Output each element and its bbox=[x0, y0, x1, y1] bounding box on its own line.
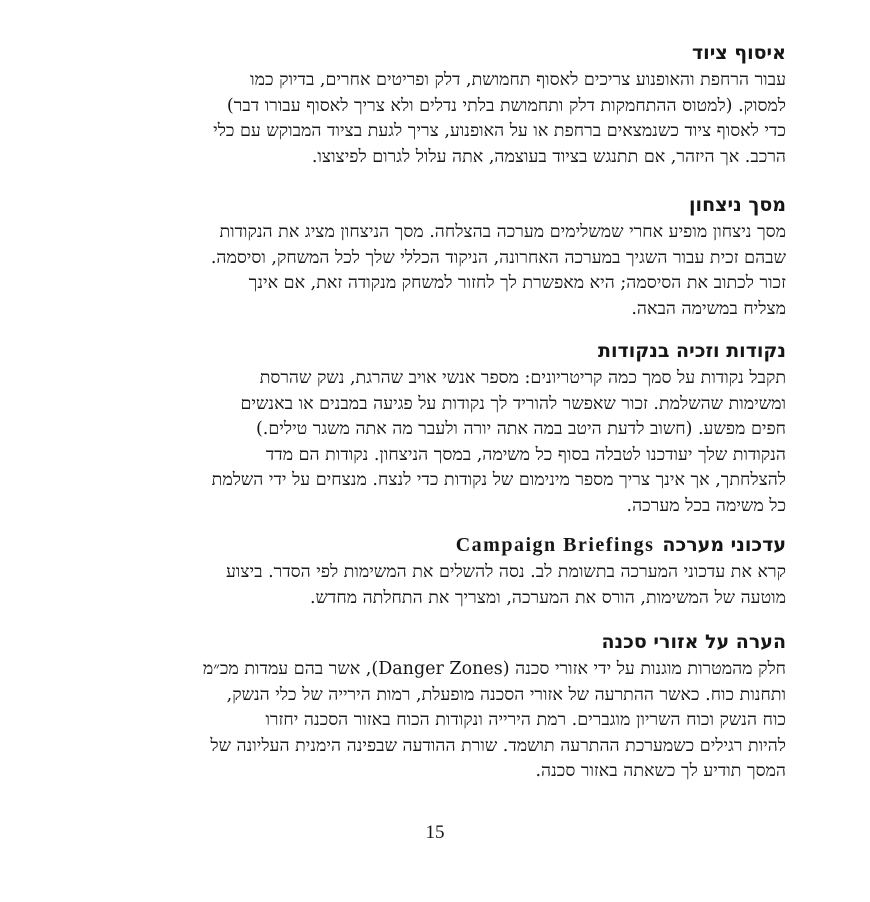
paragraph-line: מסך ניצחון מופיע אחרי שמשלימים מערכה בהצלחה. מסך הניצחון מציג את הנקודות bbox=[219, 222, 786, 242]
paragraph-line: חלק מהמטרות מוגנות על ידי אזורי סכנה (Danger Zones), אשר בהם עמדות מכ״מ bbox=[202, 659, 786, 679]
paragraph-line: כדי לאסוף ציוד כשנמצאים ברחפת או על האופנוע, צריך לגעת בציוד המבוקש עם כלי bbox=[213, 121, 786, 141]
section-victory-screen bbox=[66, 192, 786, 322]
paragraph-line: תקבל נקודות על סמך כמה קריטריונים: מספר אנשי אויב שהרגת, נשק שהרסת bbox=[259, 368, 786, 388]
section-heading-english: Campaign Briefings bbox=[455, 534, 655, 556]
section-collect-equipment bbox=[66, 40, 786, 170]
paragraph-line: ומשימות שהשלמת. זכור שאפשר להוריד לך נקודות על פגיעה במבנים או באנשים bbox=[240, 393, 786, 414]
section-points-scoring bbox=[66, 338, 786, 519]
paragraph-line: ותחנות כוח. כאשר ההתרעה של אזורי הסכנה מופעלת, רמות הירייה של כלי הנשק, bbox=[226, 684, 786, 705]
paragraph-line: להצלחתך, אך אינך צריך מספר מינימום של נקודות כדי לנצח. מנצחים על ידי השלמת bbox=[211, 470, 786, 490]
paragraph-line: זכור לכתוב את הסיסמה; היא מאפשרת לך לחזור למשחק מנקודה זאת, אם אינך bbox=[248, 273, 786, 293]
paragraph-line: מוטעה של המשימות, הורס את המערכה, ומצריך את התחלתה מחדש. bbox=[309, 587, 786, 608]
section-heading bbox=[66, 532, 786, 558]
paragraph-line: למסוק. (למטוס ההתחמקות דלק ותחמושת בלתי נדלים ולא צריך לאסוף עבורו דבר) bbox=[226, 95, 786, 116]
section-heading: מסך ניצחון bbox=[689, 194, 786, 216]
section-campaign-briefings bbox=[66, 532, 786, 611]
section-heading: איסוף ציוד bbox=[692, 42, 786, 64]
paragraph-line: מצליח במשימה הבאה. bbox=[631, 298, 786, 319]
paragraph-line: שבהם זכית עבור השגיך במערכה האחרונה, הניקוד הכללי שלך לכל המשחק, וסיסמה. bbox=[210, 247, 786, 268]
section-danger-zones-note bbox=[66, 629, 786, 785]
section-heading-hebrew: עדכוני מערכה bbox=[662, 534, 786, 556]
paragraph-line: הנקודות שלך יעודכנו לטבלה בסוף כל משימה, במסך הניצחון. נקודות הם מדד bbox=[265, 444, 786, 465]
section-heading: נקודות וזכיה בנקודות bbox=[598, 340, 786, 362]
paragraph-line: כוח הנשק וכוח השריון מוגברים. רמת הירייה ונקודות הכוח באזור הסכנה יחזרו bbox=[265, 710, 786, 730]
paragraph-line: המסך תודיע לך כשאתה באזור סכנה. bbox=[535, 761, 786, 781]
paragraph-line: חפים מפשע. (חשוב לדעת היטב במה אתה יורה ולעבר מה אתה משגר טילים.) bbox=[255, 419, 786, 439]
paragraph-line: הרכב. אך היזהר, אם תתנגש בציוד בעוצמה, אתה עלול לגרום לפיצוצו. bbox=[311, 146, 786, 167]
page-number: 15 bbox=[425, 822, 445, 843]
paragraph-line: כל משימה בכל מערכה. bbox=[626, 495, 786, 516]
paragraph-line: להיות רגילים כשמערכת ההתרעה תושמד. שורת ההודעה שבפינה הימנית העליונה של bbox=[210, 735, 786, 756]
paragraph-line: קרא את עדכוני המערכה בתשומת לב. נסה להשלים את המשימות לפי הסדר. ביצוע bbox=[225, 562, 786, 582]
paragraph-line: עבור הרחפת והאופנוע צריכים לאסוף תחמושת, דלק ופריטים אחרים, בדיוק כמו bbox=[250, 70, 786, 90]
section-heading: הערה על אזורי סכנה bbox=[601, 631, 786, 653]
